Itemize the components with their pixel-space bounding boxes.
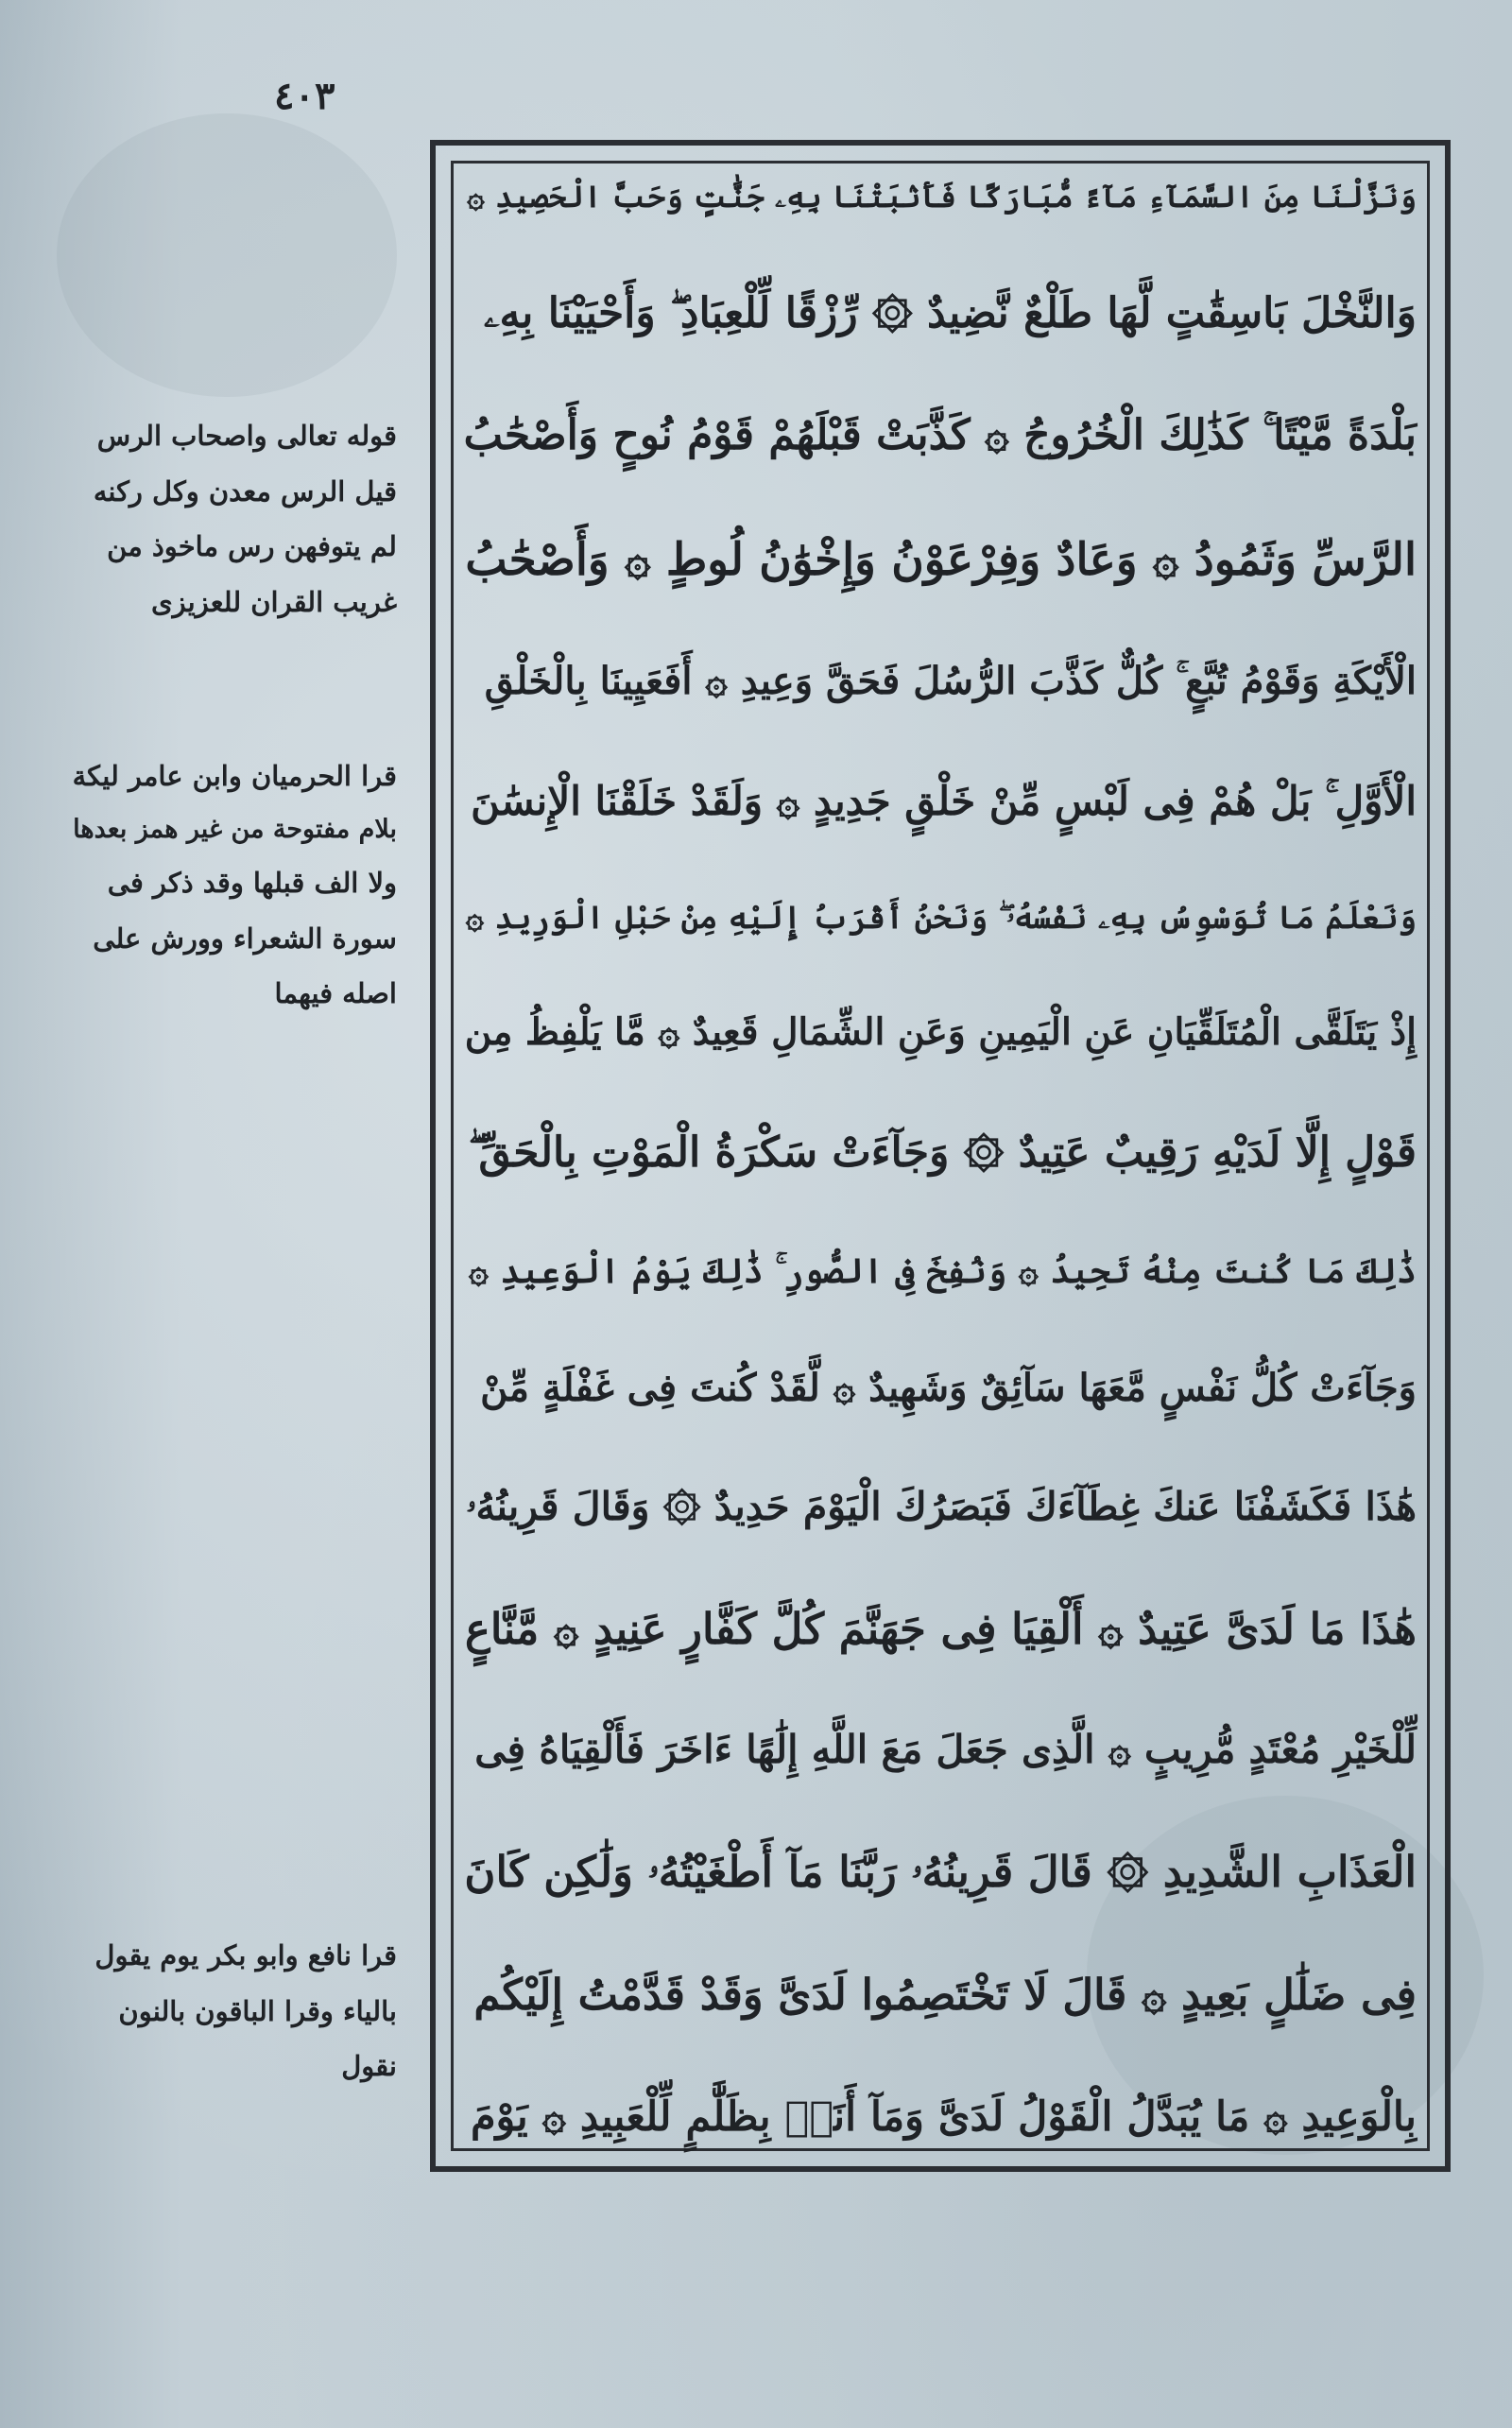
- main-text-line: هَٰذَا مَا لَدَىَّ عَتِيدٌ ۞ أَلْقِيَا فِى جَهَنَّمَ كُلَّ كَفَّارٍ عَنِيدٍ ۞ مَّنَّاعٍ: [465, 1603, 1417, 1654]
- margin-note-line: بالياء وقرا الباقون بالنون: [118, 1994, 397, 2027]
- main-text-line: بَلْدَةً مَّيْتًا ۚ كَذَٰلِكَ الْخُرُوجُ ۞ كَذَّبَتْ قَبْلَهُمْ قَوْمُ نُوحٍ وَأَصْحَٰبُ: [463, 411, 1417, 460]
- main-text-line: لِّلْخَيْرِ مُعْتَدٍ مُّرِيبٍ ۞ الَّذِى جَعَلَ مَعَ اللَّهِ إِلَٰهًا ءَاخَرَ فَأَلْقِيَاهُ فِى: [474, 1727, 1417, 1773]
- main-text-line: فِى ضَلَٰلٍ بَعِيدٍ ۞ قَالَ لَا تَخْتَصِمُوا لَدَىَّ وَقَدْ قَدَّمْتُ إِلَيْكُم: [473, 1970, 1417, 2021]
- margin-note-1: [66, 408, 397, 629]
- margin-note-line: سورة الشعراء وورش على: [93, 921, 397, 955]
- page-number: ٤٠٣: [274, 74, 335, 118]
- main-text: [463, 179, 1417, 2141]
- main-text-line: إِذْ يَتَلَقَّى الْمُتَلَقِّيَانِ عَنِ الْيَمِينِ وَعَنِ الشِّمَالِ قَعِيدٌ ۞ مَّا يَلْفِظُ مِن: [464, 1009, 1417, 1054]
- margin-note-line: قيل الرس معدن وكل ركنه: [93, 474, 397, 508]
- main-text-line: بِالْوَعِيدِ ۞ مَا يُبَدَّلُ الْقَوْلُ لَدَىَّ وَمَآ أَنَا۠ بِظَلَّٰمٍ لِّلْعَبِيدِ ۞ يَوْمَ: [470, 2093, 1417, 2141]
- main-text-line: ذَٰلِكَ مَا كُنتَ مِنْهُ تَحِيدُ ۞ وَنُفِخَ فِى الصُّورِ ۚ ذَٰلِكَ يَوْمُ الْوَعِيدِ ۞: [468, 1251, 1417, 1292]
- margin-note-line: قوله تعالى واصحاب الرس: [96, 420, 397, 452]
- paper-stain: [57, 113, 397, 397]
- main-text-line: وَنَزَّلْنَا مِنَ السَّمَآءِ مَآءً مُّبَارَكًا فَأَنۢبَتْنَا بِهِۦ جَنَّٰتٍ وَحَبَّ الْحَصِيدِ ۞: [467, 179, 1417, 215]
- margin-note-line: نقول: [341, 2050, 397, 2083]
- main-text-line: الْأَيْكَةِ وَقَوْمُ تُبَّعٍ ۚ كُلٌّ كَذَّبَ الرُّسُلَ فَحَقَّ وَعِيدِ ۞ أَفَعَيِينَا بِالْخَلْقِ: [484, 659, 1417, 704]
- margin-note-2: [66, 749, 397, 1022]
- margin-note-line: غريب القران للعزيزى: [150, 585, 397, 618]
- margin-note-line: قرا نافع وابو بكر يوم يقول: [94, 1939, 397, 1972]
- main-text-line: قَوْلٍ إِلَّا لَدَيْهِ رَقِيبٌ عَتِيدٌ ۞ وَجَآءَتْ سَكْرَةُ الْمَوْتِ بِالْحَقِّ ۖ: [468, 1128, 1417, 1177]
- main-text-line: وَجَآءَتْ كُلُّ نَفْسٍ مَّعَهَا سَآئِقٌ وَشَهِيدٌ ۞ لَّقَدْ كُنتَ فِى غَفْلَةٍ مِّنْ: [480, 1365, 1417, 1410]
- text-frame: [430, 140, 1451, 2172]
- main-text-line: الرَّسِّ وَثَمُودُ ۞ وَعَادٌ وَفِرْعَوْنُ وَإِخْوَٰنُ لُوطٍ ۞ وَأَصْحَٰبُ: [465, 533, 1417, 586]
- margin-note-line: ولا الف قبلها وقد ذكر فى: [107, 867, 397, 900]
- main-text-line: الْأَوَّلِ ۚ بَلْ هُمْ فِى لَبْسٍ مِّنْ خَلْقٍ جَدِيدٍ ۞ وَلَقَدْ خَلَقْنَا الْإِنسَٰنَ: [471, 777, 1417, 824]
- main-text-line: الْعَذَابِ الشَّدِيدِ ۞ قَالَ قَرِينُهُۥ رَبَّنَا مَآ أَطْغَيْتُهُۥ وَلَٰكِن كَانَ: [464, 1846, 1417, 1897]
- main-text-line: وَالنَّخْلَ بَاسِقَٰتٍ لَّهَا طَلْعٌ نَّضِيدٌ ۞ رِّزْقًا لِّلْعِبَادِ ۖ وَأَحْيَيْنَا بِهِۦ: [483, 288, 1417, 337]
- main-text-line: هَٰذَا فَكَشَفْنَا عَنكَ غِطَآءَكَ فَبَصَرُكَ الْيَوْمَ حَدِيدٌ ۞ وَقَالَ قَرِينُهُۥ: [466, 1484, 1417, 1530]
- main-text-line: وَنَعْلَمُ مَا تُوَسْوِسُ بِهِۦ نَفْسُهُۥ ۖ وَنَحْنُ أَقْرَبُ إِلَيْهِ مِنْ حَبْلِ الْوَرِيدِ ۞: [465, 899, 1417, 937]
- margin-note-3: [66, 1928, 397, 2094]
- margin-note-line: قرا الحرميان وابن عامر ليكة: [72, 760, 397, 792]
- margin-note-line: اصله فيهما: [274, 977, 397, 1010]
- margin-note-line: بلام مفتوحة من غير همز بعدها: [73, 814, 397, 844]
- margin-note-line: لم يتوفهن رس ماخوذ من: [107, 530, 397, 563]
